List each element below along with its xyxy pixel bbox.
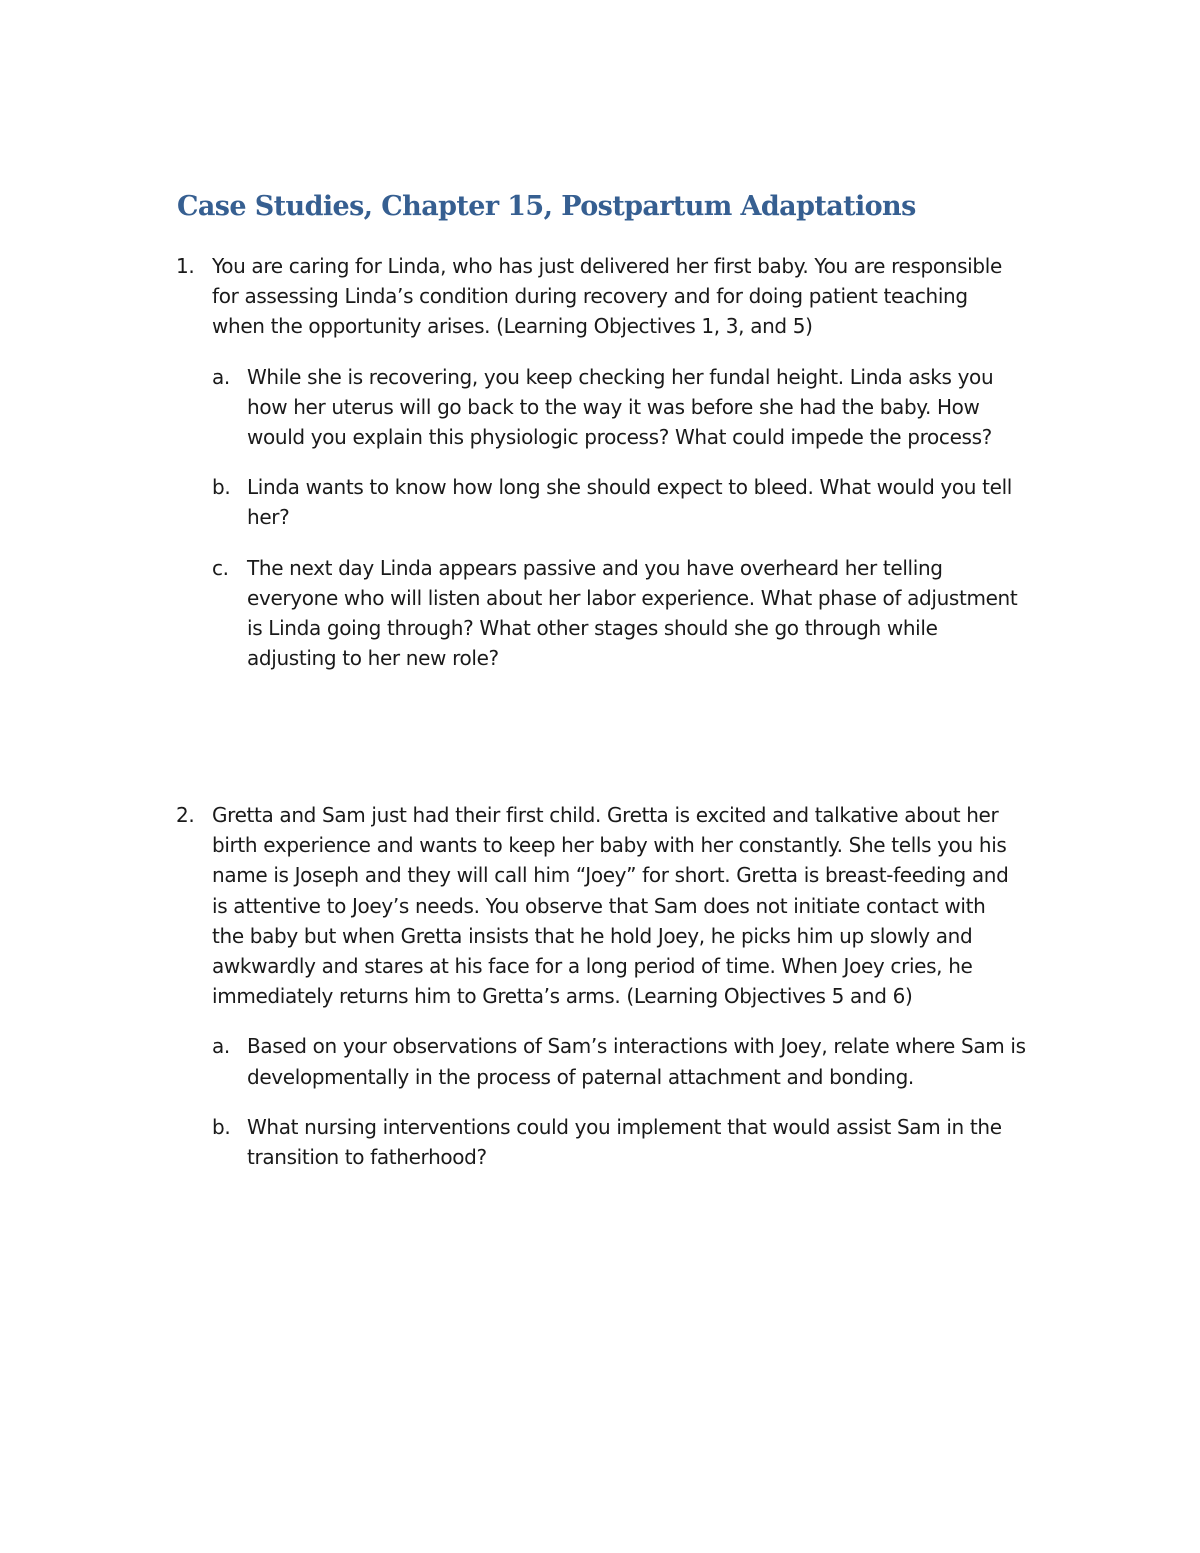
question-number: 2. [176, 803, 195, 827]
document-title: Case Studies, Chapter 15, Postpartum Adaptations [177, 191, 916, 222]
question-2 [176, 800, 1046, 1192]
sub-question-2a [176, 1031, 1046, 1091]
question-stem [176, 800, 1046, 1011]
sub-question-text: The next day Linda appears passive and you have overheard her telling everyone who will listen about her labor experience. What phase of adjustment is Linda going through? What other stages should she go through while adjusting to her new role? [247, 555, 1018, 671]
sub-question-letter: a. [212, 364, 230, 389]
sub-question-2b [176, 1112, 1046, 1172]
question-1 [176, 251, 1046, 693]
question-number: 1. [176, 254, 195, 278]
sub-question-1c [176, 553, 1046, 674]
sub-question-1b [176, 472, 1046, 532]
sub-question-letter: b. [212, 1114, 231, 1139]
sub-question-letter: c. [212, 555, 229, 580]
sub-question-list [176, 362, 1046, 674]
sub-question-text: What nursing interventions could you implement that would assist Sam in the transition to fatherhood? [247, 1114, 1002, 1170]
question-text: You are caring for Linda, who has just delivered her first baby. You are responsible for assessing Linda’s condition during recovery and for doing patient teaching when the opportunity arises. (Learning Objectives 1, 3, and 5) [212, 254, 1002, 339]
sub-question-text: Based on your observations of Sam’s interactions with Joey, relate where Sam is developmentally in the process of paternal attachment and bonding. [247, 1034, 1026, 1089]
sub-question-letter: a. [212, 1034, 230, 1059]
sub-question-1a [176, 362, 1046, 453]
sub-question-text: Linda wants to know how long she should expect to bleed. What would you tell her? [247, 475, 1013, 530]
sub-question-text: While she is recovering, you keep checking her fundal height. Linda asks you how her uterus will go back to the way it was before she had the baby. How would you explain this physiologic process? What could impede the process? [247, 364, 994, 450]
question-text: Gretta and Sam just had their first child. Gretta is excited and talkative about her birth experience and wants to keep her baby with her constantly. She tells you his name is Joseph and they will call him “Joey” for short. Gretta is breast-feeding and is attentive to Joey’s needs. You observe that Sam does not initiate contact with the baby but when Gretta insists that he hold Joey, he picks him up slowly and awkwardly and stares at his face for a long period of time. When Joey cries, he immediately returns him to Gretta’s arms. (Learning Objectives 5 and 6) [212, 803, 1009, 1009]
sub-question-list [176, 1031, 1046, 1172]
sub-question-letter: b. [212, 475, 231, 500]
question-stem [176, 251, 1046, 342]
